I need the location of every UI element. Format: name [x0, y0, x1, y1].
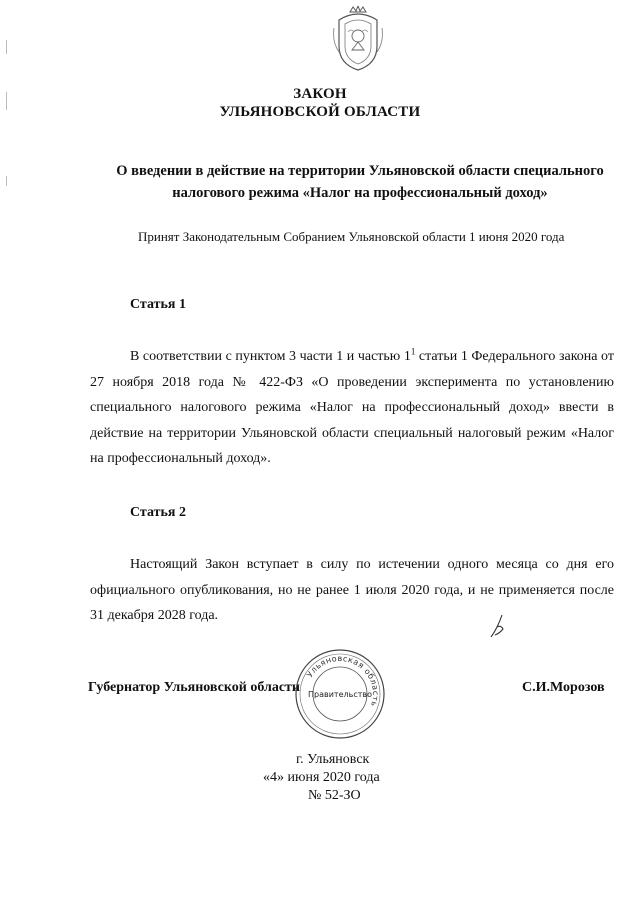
seal-ring-text: Ульяновская область	[305, 653, 381, 708]
governor-title: Губернатор Ульяновской области	[88, 680, 300, 695]
signing-date: «4» июня 2020 года	[263, 770, 380, 785]
article-1-text	[90, 344, 614, 472]
law-number: № 52-ЗО	[308, 788, 361, 803]
law-region: УЛЬЯНОВСКОЙ ОБЛАСТИ	[219, 104, 421, 120]
official-seal	[294, 648, 386, 740]
article-2-text: Настоящий Закон вступает в силу по истечении одного месяца со дня его официального опубликования, но не ранее 1 июля 2020 года, и не применяется после 31 декабря 2028 года.	[90, 557, 614, 624]
governor-name: С.И.Морозов	[522, 680, 605, 695]
law-subject-line: налогового режима «Налог на профессиональный доход»	[172, 185, 548, 201]
article-1-text-part: В соответствии с пунктом 3 части 1 и частью 1	[130, 349, 411, 364]
scan-artifact	[6, 176, 7, 186]
law-subject	[80, 160, 640, 204]
article-2-heading: Статья 2	[130, 505, 186, 520]
adoption-note: Принят Законодательным Собранием Ульяновской области 1 июня 2020 года	[138, 229, 565, 244]
scan-artifact	[6, 40, 7, 54]
article-1-text-part: статьи 1 Федерального закона от 27 ноября 2018 года № 422-ФЗ «О проведении эксперимента по установлению специального налогового режима «Налог на профессиональный доход» ввести в действие на территории Ульяновской области специальный налоговый режим «Налог на профессиональный доход».	[90, 349, 614, 467]
law-title: ЗАКОН	[293, 86, 347, 102]
law-subject-line: О введении в действие на территории Ульяновской области специального	[116, 163, 604, 179]
coat-of-arms-emblem	[331, 6, 385, 72]
article-1-heading: Статья 1	[130, 297, 186, 312]
handwritten-signature	[488, 613, 506, 639]
seal-center-text: Правительство	[308, 690, 372, 699]
city: г. Ульяновск	[296, 752, 370, 767]
footnote-superscript: 1	[410, 346, 416, 357]
